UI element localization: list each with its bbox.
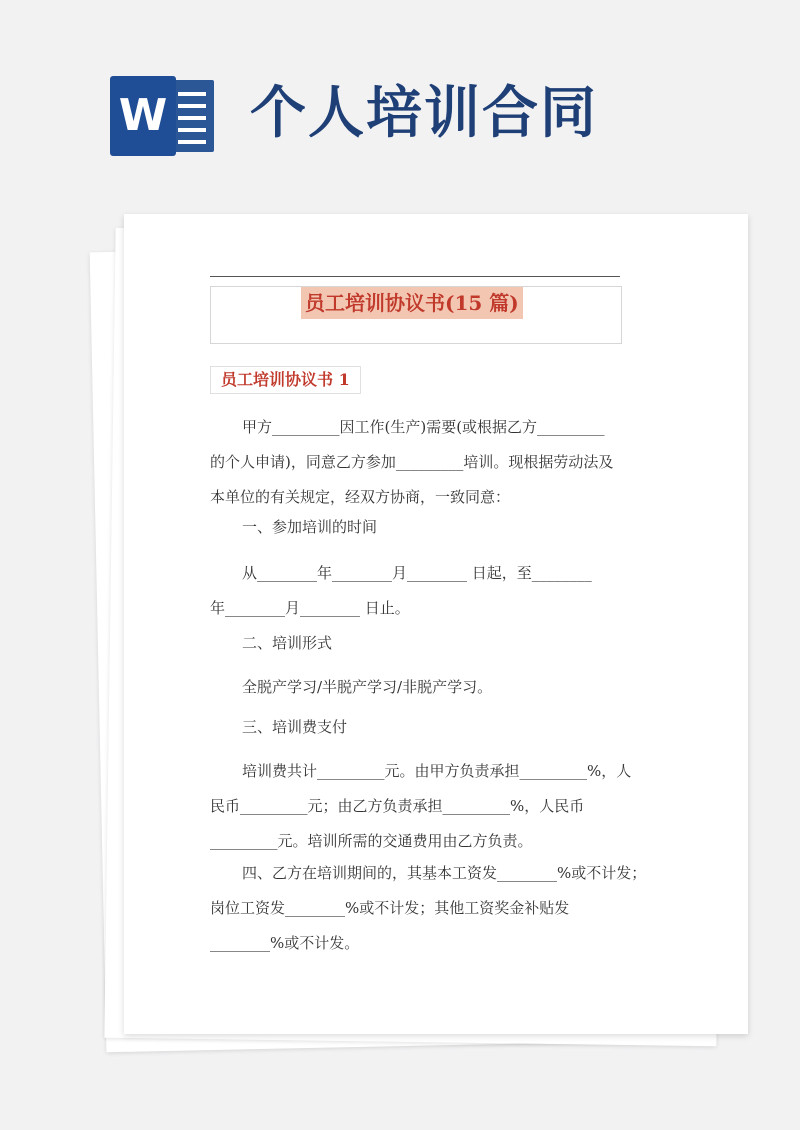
paragraph-fee	[210, 754, 632, 859]
paragraph-heading-time	[210, 510, 622, 545]
paragraph-line: 全脱产学习/半脱产学习/非脱产学习。	[242, 678, 493, 696]
paragraph-line: 民币_________元；由乙方负责承担_________%，人民币	[210, 797, 585, 815]
paragraph-intro	[210, 410, 622, 515]
document-title: 员工培训协议书(15 篇)	[301, 287, 523, 319]
word-icon	[110, 76, 216, 156]
paragraph-line: 的个人申请)，同意乙方参加_________培训。现根据劳动法及	[210, 453, 614, 471]
section-heading: 员工培训协议书 1	[210, 366, 361, 394]
paragraph-line: 年________月________ 日止。	[210, 599, 410, 617]
paragraph-line: 本单位的有关规定，经双方协商，一致同意：	[210, 488, 511, 506]
paragraph-salary	[210, 856, 647, 961]
word-icon-letter: W	[110, 76, 176, 156]
document-title-box	[210, 286, 622, 344]
paragraph-line: 甲方_________因工作(生产)需要(或根据乙方_________	[242, 418, 605, 436]
paragraph-line: ________%或不计发。	[210, 934, 360, 952]
paragraph-form	[210, 670, 622, 705]
paragraph-line: _________元。培训所需的交通费用由乙方负责。	[210, 832, 533, 850]
paragraph-line: 从________年________月________ 日起，至________	[242, 564, 592, 582]
paragraph-heading-fee	[210, 710, 622, 745]
paragraph-line: 培训费共计_________元。由甲方负责承担_________%，人	[242, 762, 632, 780]
document-page	[124, 214, 748, 1034]
page-title: 个人培训合同	[250, 80, 598, 146]
paragraph-line: 三、培训费支付	[242, 718, 348, 736]
paragraph-heading-form	[210, 626, 622, 661]
top-rule	[210, 276, 620, 277]
paragraph-line: 四、乙方在培训期间的，其基本工资发________%或不计发；	[242, 864, 647, 882]
header	[0, 0, 800, 200]
paragraph-line: 二、培训形式	[242, 634, 333, 652]
paragraph-line: 岗位工资发________%或不计发；其他工资奖金补贴发	[210, 899, 570, 917]
paragraph-time	[210, 556, 622, 626]
paragraph-line: 一、参加培训的时间	[242, 518, 378, 536]
